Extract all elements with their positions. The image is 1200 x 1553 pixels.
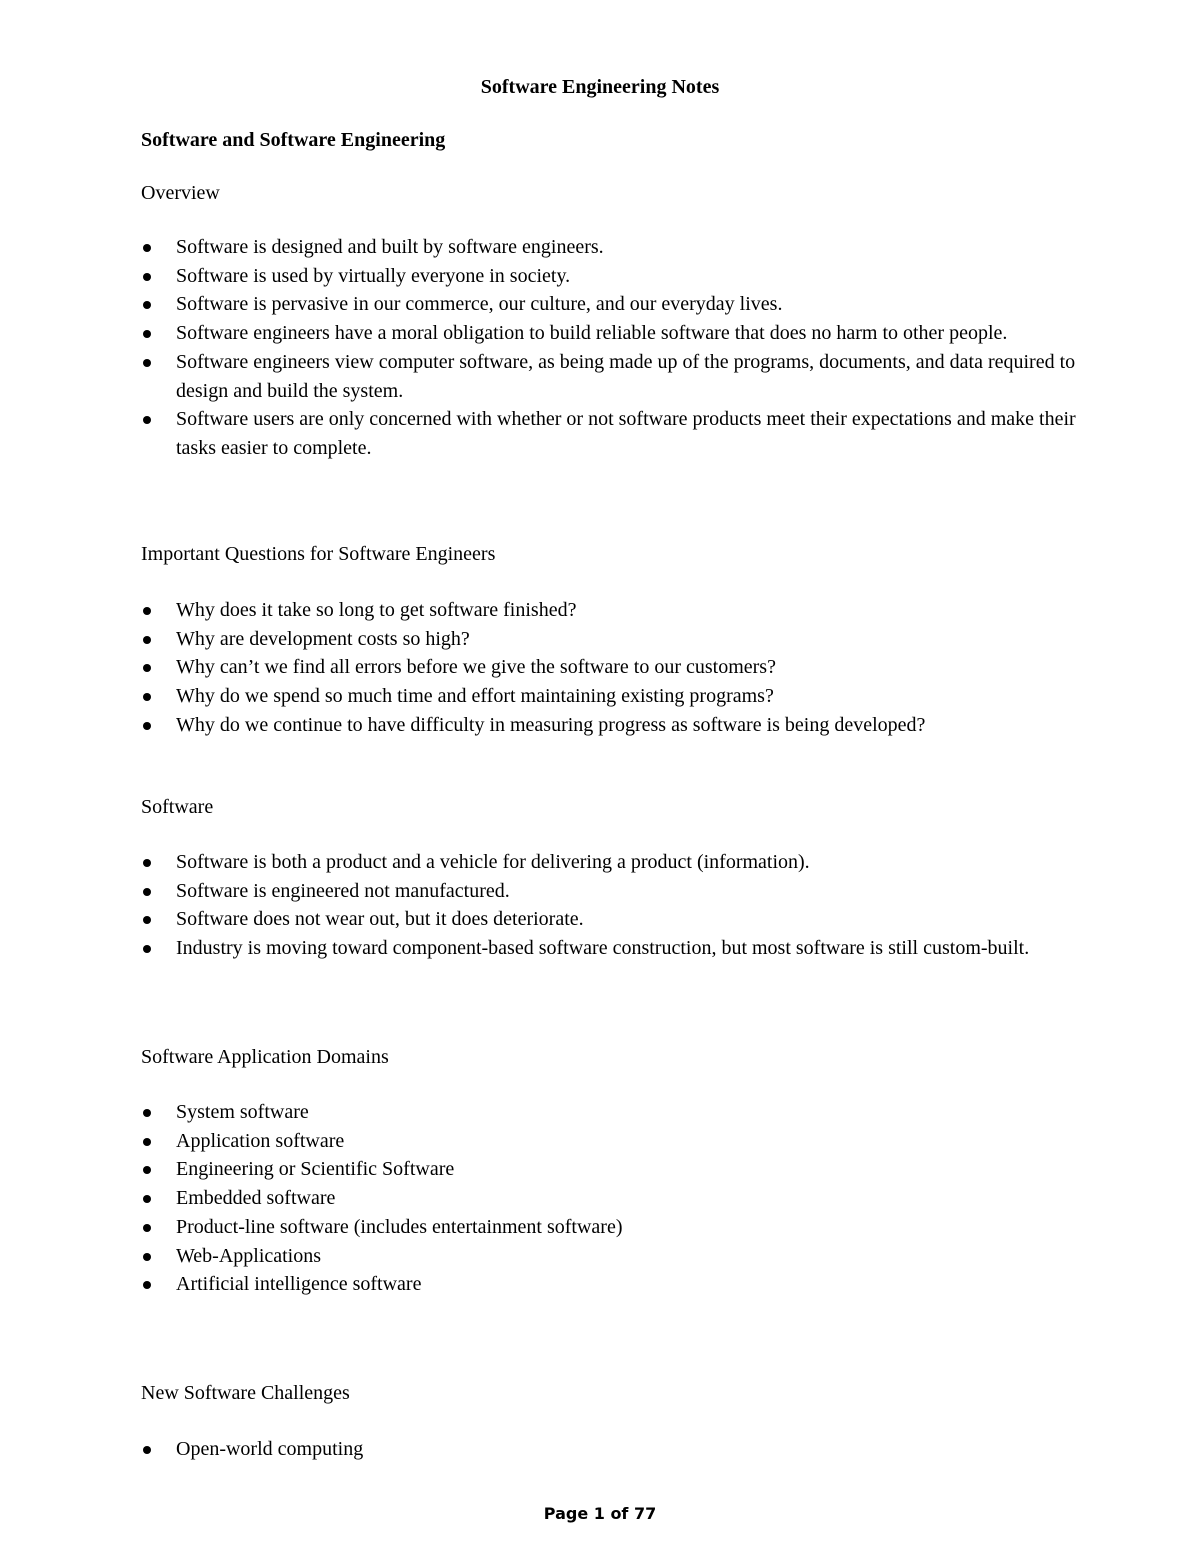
list-item: Why can’t we find all errors before we give the software to our customers? [0, 653, 1200, 682]
questions-list [0, 596, 1200, 740]
list-item: Software engineers view computer software, as being made up of the programs, documents, and data required to design and build the system. [0, 348, 1200, 405]
subheading-overview: Overview [141, 182, 220, 204]
list-item: Software is designed and built by software engineers. [0, 233, 1200, 262]
bullet-icon [143, 1253, 151, 1261]
bullet-icon [143, 693, 151, 701]
domains-list [0, 1098, 1200, 1299]
section-heading: Software and Software Engineering [141, 129, 446, 151]
list-item: Software is used by virtually everyone in society. [0, 262, 1200, 291]
list-item: Embedded software [0, 1184, 1200, 1213]
bullet-icon [143, 273, 151, 281]
document-title: Software Engineering Notes [480, 76, 720, 98]
bullet-icon [143, 244, 151, 252]
bullet-icon [143, 607, 151, 615]
list-item: Why do we spend so much time and effort maintaining existing programs? [0, 682, 1200, 711]
bullet-icon [143, 722, 151, 730]
list-item: Why are development costs so high? [0, 625, 1200, 654]
bullet-icon [143, 1195, 151, 1203]
list-item: Software is engineered not manufactured. [0, 877, 1200, 906]
bullet-icon [143, 945, 151, 953]
list-item: Engineering or Scientific Software [0, 1155, 1200, 1184]
bullet-icon [143, 1138, 151, 1146]
overview-list [0, 233, 1200, 463]
bullet-icon [143, 1281, 151, 1289]
bullet-icon [143, 359, 151, 367]
subheading-new-challenges: New Software Challenges [141, 1382, 350, 1404]
bullet-icon [143, 1224, 151, 1232]
bullet-icon [143, 916, 151, 924]
page-number: Page 1 of 77 [543, 1504, 657, 1523]
list-item: Software does not wear out, but it does deteriorate. [0, 905, 1200, 934]
list-item: Product-line software (includes entertainment software) [0, 1213, 1200, 1242]
subheading-important-questions: Important Questions for Software Engineers [141, 543, 496, 565]
list-item: Software is both a product and a vehicle for delivering a product (information). [0, 848, 1200, 877]
bullet-icon [143, 888, 151, 896]
list-item: Software is pervasive in our commerce, our culture, and our everyday lives. [0, 290, 1200, 319]
list-item: Software users are only concerned with whether or not software products meet their expectations and make their tasks easier to complete. [0, 405, 1200, 462]
bullet-icon [143, 664, 151, 672]
bullet-icon [143, 636, 151, 644]
software-list [0, 848, 1200, 963]
challenges-list [0, 1435, 1200, 1464]
list-item: System software [0, 1098, 1200, 1127]
bullet-icon [143, 301, 151, 309]
list-item: Why do we continue to have difficulty in measuring progress as software is being developed? [0, 711, 1200, 740]
bullet-icon [143, 859, 151, 867]
list-item: Artificial intelligence software [0, 1270, 1200, 1299]
subheading-software: Software [141, 796, 214, 818]
bullet-icon [143, 330, 151, 338]
bullet-icon [143, 1166, 151, 1174]
bullet-icon [143, 1446, 151, 1454]
list-item: Application software [0, 1127, 1200, 1156]
bullet-icon [143, 1109, 151, 1117]
subheading-application-domains: Software Application Domains [141, 1046, 389, 1068]
list-item: Web-Applications [0, 1242, 1200, 1271]
list-item: Open-world computing [0, 1435, 1200, 1464]
list-item: Software engineers have a moral obligation to build reliable software that does no harm to other people. [0, 319, 1200, 348]
list-item: Why does it take so long to get software finished? [0, 596, 1200, 625]
bullet-icon [143, 416, 151, 424]
list-item: Industry is moving toward component-based software construction, but most software is still custom-built. [0, 934, 1200, 963]
